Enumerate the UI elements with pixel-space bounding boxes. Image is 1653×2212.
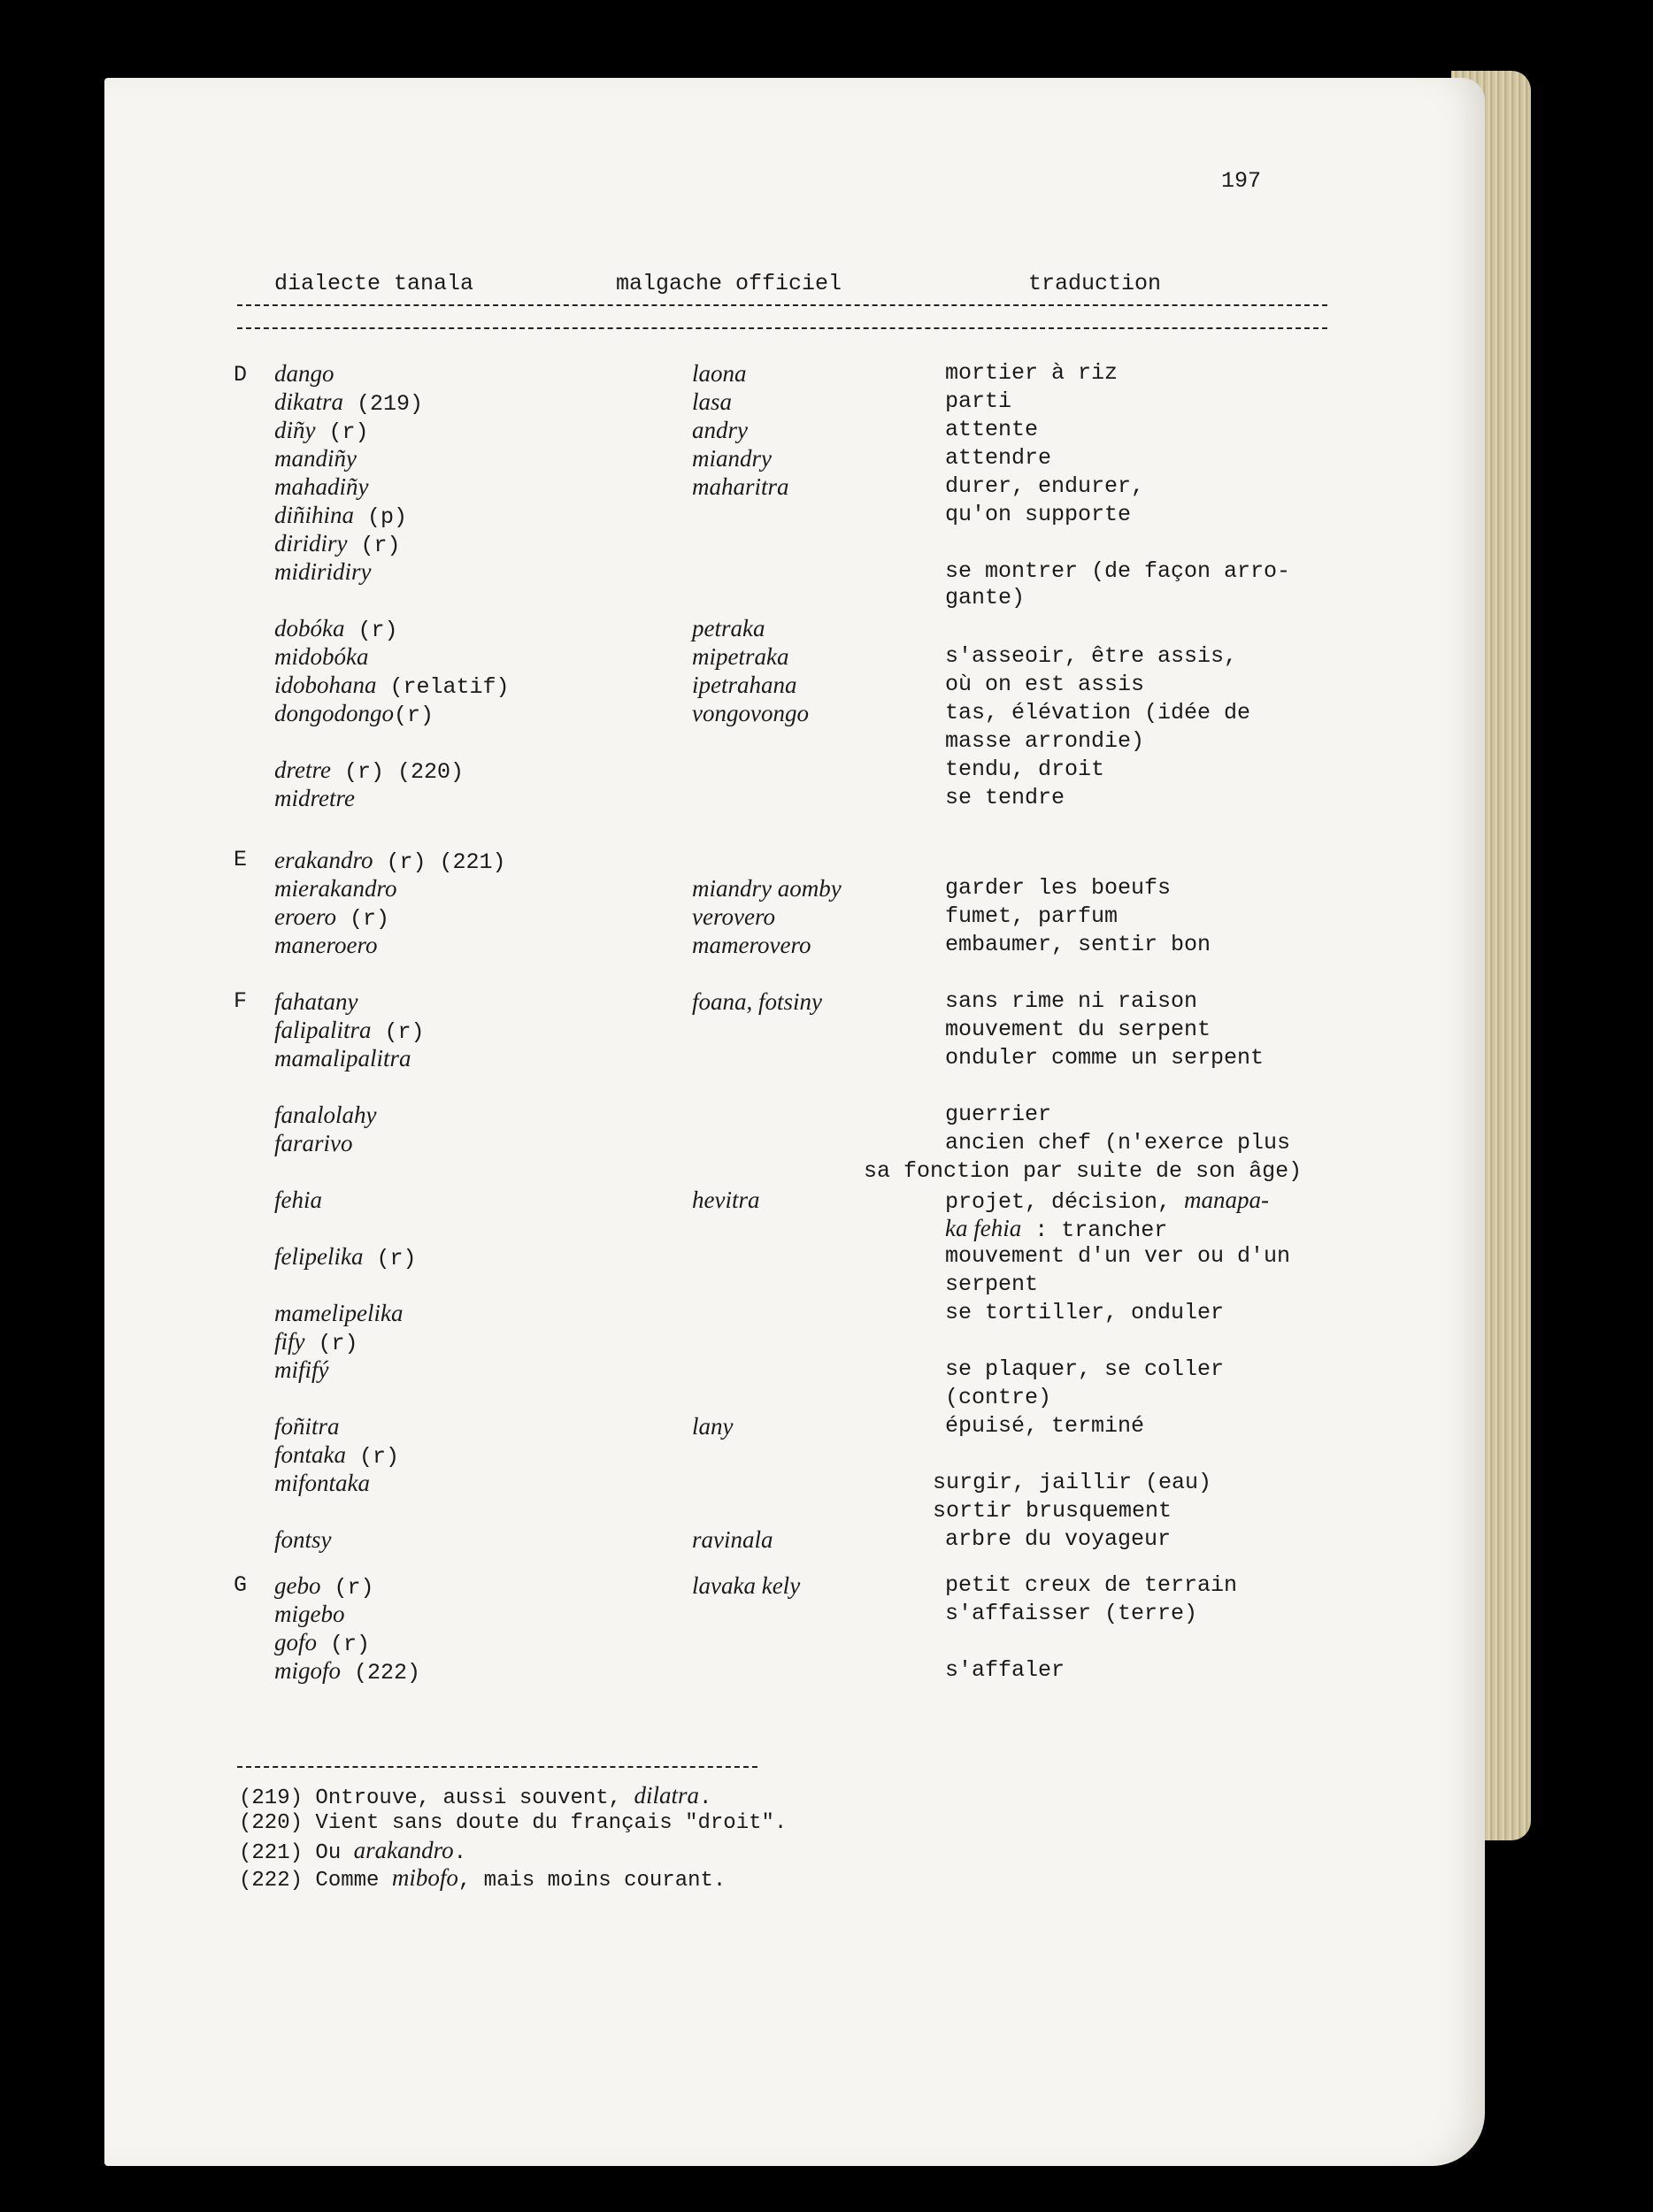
tanala-note: (r) — [394, 703, 434, 728]
officiel-term: foana, fotsiny — [692, 988, 822, 1015]
tanala-term — [274, 1356, 329, 1386]
tanala-note: (p) — [354, 504, 408, 530]
traduction-text: masse arrondie) — [945, 728, 1145, 754]
tanala-word: midretre — [274, 785, 355, 811]
tanala-word: mierakandro — [274, 875, 397, 902]
tanala-term — [274, 1412, 340, 1443]
officiel-term: vongovongo — [692, 700, 809, 726]
tanala-term — [274, 1600, 344, 1631]
officiel-term: hevitra — [692, 1187, 760, 1213]
tanala-word: felipelika — [274, 1243, 364, 1270]
traduction-text: mouvement du serpent — [945, 1017, 1211, 1042]
traduction-text: se tendre — [945, 785, 1065, 810]
traduction-text: arbre du voyageur — [945, 1526, 1172, 1552]
tanala-word: mamelipelika — [274, 1300, 404, 1326]
footnote-italic: dilatra — [634, 1782, 699, 1809]
tanala-note: (222) — [341, 1660, 421, 1686]
tanala-note: (r) — [346, 1444, 400, 1470]
footnote: (222) Comme mibofo, mais moins courant. — [239, 1864, 727, 1893]
footnote-number: (219) — [239, 1786, 316, 1810]
footnote-rule — [237, 1766, 757, 1768]
section-letter-d: D — [234, 362, 248, 388]
tanala-term — [274, 1242, 416, 1273]
tanala-term — [274, 1656, 420, 1687]
footnote: (219) Ontrouve, aussi souvent, dilatra. — [239, 1782, 712, 1810]
tanala-note: (r) — [347, 533, 401, 558]
header-rule — [237, 304, 1327, 306]
traduction-text: parti — [945, 388, 1012, 414]
tanala-term — [274, 529, 401, 560]
header-traduction: traduction — [1028, 271, 1162, 296]
officiel-term: ravinala — [692, 1526, 773, 1553]
page-number: 197 — [1221, 168, 1262, 194]
traduction-text: qu'on supporte — [945, 502, 1132, 527]
footnote-number: (221) — [239, 1841, 316, 1865]
traduction-text: se tortiller, onduler — [945, 1300, 1225, 1325]
traduction-text: s'affaler — [945, 1657, 1065, 1683]
tanala-note: (r) — [344, 618, 398, 643]
traduction-text: projet, décision, manapa- — [945, 1187, 1270, 1215]
tanala-word: migofo — [274, 1657, 342, 1684]
tanala-term — [274, 846, 506, 877]
officiel-term: mipetraka — [692, 643, 789, 670]
tanala-word: maneroero — [274, 932, 378, 958]
tanala-note: (r) — [304, 1331, 358, 1356]
tanala-word: fehia — [274, 1187, 322, 1213]
tanala-note: (r) — [320, 1575, 374, 1601]
tanala-term — [274, 1525, 332, 1556]
tanala-note: (r) — [371, 1019, 425, 1045]
traduction-text: sans rime ni raison — [945, 988, 1198, 1014]
tanala-term — [274, 987, 358, 1018]
traduction-text: fumet, parfum — [945, 903, 1119, 929]
officiel-term: ipetrahana — [692, 672, 797, 698]
tanala-word: mahadiñy — [274, 473, 369, 500]
traduction-text: attente — [945, 417, 1039, 442]
footnote-number: (222) — [239, 1869, 316, 1893]
section-letter-g: G — [234, 1572, 248, 1598]
tanala-term — [274, 1327, 358, 1358]
traduction-text: s'asseoir, être assis, — [945, 643, 1238, 669]
tanala-term — [274, 614, 398, 645]
tanala-term — [274, 1628, 370, 1659]
tanala-term — [274, 1299, 403, 1330]
tanala-term — [274, 1469, 370, 1500]
tanala-note: (r) (220) — [330, 759, 465, 785]
officiel-term: andry — [692, 417, 748, 443]
tanala-term — [274, 359, 334, 390]
tanala-word: fontaka — [274, 1441, 346, 1468]
tanala-word: foñitra — [274, 1413, 340, 1440]
traduction-text: tas, élévation (idée de — [945, 700, 1251, 726]
tanala-word: dobóka — [274, 615, 345, 641]
tanala-term — [274, 1571, 374, 1602]
officiel-term: verovero — [692, 903, 775, 930]
tanala-term — [274, 1016, 425, 1047]
traduction-text: surgir, jaillir (eau) — [933, 1470, 1212, 1495]
traduction-italic: manapa- — [1184, 1187, 1270, 1213]
tanala-word: fanalolahy — [274, 1102, 377, 1128]
section-letter-e: E — [234, 847, 248, 872]
officiel-term: lasa — [692, 388, 733, 415]
traduction-text: attendre — [945, 445, 1052, 471]
footnote-number: (220) — [239, 1811, 316, 1835]
officiel-term: lavaka kely — [692, 1572, 801, 1599]
tanala-term — [274, 642, 368, 673]
tanala-note: (r) — [315, 419, 369, 445]
officiel-term: mamerovero — [692, 932, 811, 958]
tanala-note: (r) (221) — [373, 849, 506, 875]
tanala-note: (219) — [343, 391, 424, 417]
tanala-term — [274, 388, 423, 419]
tanala-word: fontsy — [274, 1526, 332, 1553]
tanala-term — [274, 1186, 322, 1217]
traduction-text: garder les boeufs — [945, 875, 1172, 901]
officiel-term: miandry aomby — [692, 875, 842, 902]
header-tanala: dialecte tanala — [274, 271, 474, 296]
traduction-italic: ka fehia — [945, 1215, 1022, 1241]
tanala-word: diñy — [274, 417, 316, 443]
footnote-italic: arakandro — [353, 1837, 454, 1863]
tanala-word: mamalipalitra — [274, 1045, 411, 1071]
traduction-text: (contre) — [945, 1385, 1052, 1410]
traduction-text: se plaquer, se coller — [945, 1356, 1225, 1382]
traduction-text: embaumer, sentir bon — [945, 932, 1211, 957]
tanala-word: mifontaka — [274, 1470, 370, 1496]
traduction-text: durer, endurer, — [945, 473, 1145, 499]
traduction-text: ancien chef (n'exerce plus — [945, 1130, 1291, 1156]
tanala-term — [274, 671, 510, 702]
tanala-word: midiridiry — [274, 558, 372, 585]
tanala-note: (r) — [335, 906, 389, 932]
tanala-note: (r) — [317, 1632, 371, 1657]
section-letter-f: F — [234, 988, 248, 1014]
traduction-text: mortier à riz — [945, 360, 1119, 386]
tanala-word: eroero — [274, 903, 336, 930]
traduction-text: guerrier — [945, 1102, 1052, 1127]
tanala-note: (r) — [363, 1246, 417, 1271]
footnote: (220) Vient sans doute du français "droit". — [239, 1811, 788, 1835]
tanala-word: falipalitra — [274, 1017, 372, 1043]
traduction-text: mouvement d'un ver ou d'un — [945, 1243, 1291, 1269]
traduction-text: sortir brusquement — [933, 1498, 1172, 1524]
tanala-term — [274, 1129, 353, 1160]
traduction-text: onduler comme un serpent — [945, 1045, 1265, 1071]
tanala-term — [274, 784, 355, 815]
officiel-term: laona — [692, 360, 747, 387]
officiel-term: maharitra — [692, 473, 789, 500]
tanala-term — [274, 557, 372, 588]
traduction-text: serpent — [945, 1271, 1039, 1297]
tanala-word: dikatra — [274, 388, 343, 415]
tanala-word: gebo — [274, 1572, 321, 1599]
tanala-term — [274, 472, 368, 503]
tanala-word: fify — [274, 1328, 305, 1355]
tanala-word: fahatany — [274, 988, 358, 1015]
traduction-text: où on est assis — [945, 672, 1145, 697]
traduction-text: s'affaisser (terre) — [945, 1601, 1198, 1626]
traduction-text: épuisé, terminé — [945, 1413, 1145, 1439]
tanala-word: fararivo — [274, 1130, 353, 1156]
tanala-word: dongodongo — [274, 700, 394, 726]
footnote-italic: mibofo — [391, 1864, 458, 1891]
traduction-text: gante) — [945, 585, 1026, 611]
tanala-word: erakandro — [274, 847, 373, 873]
header-rule-2 — [237, 327, 1327, 329]
tanala-term — [274, 874, 396, 905]
tanala-word: gofo — [274, 1629, 318, 1655]
tanala-term — [274, 902, 389, 933]
tanala-term — [274, 1044, 411, 1075]
traduction-text: se montrer (de façon arro- — [945, 558, 1291, 584]
traduction-text: petit creux de terrain — [945, 1572, 1238, 1598]
tanala-term — [274, 1440, 399, 1471]
traduction-text: sa fonction par suite de son âge) — [864, 1158, 1303, 1184]
officiel-term: miandry — [692, 445, 772, 472]
tanala-term — [274, 416, 369, 447]
tanala-word: dango — [274, 360, 334, 387]
tanala-term — [274, 756, 464, 787]
tanala-word: dretre — [274, 757, 331, 783]
tanala-term — [274, 501, 407, 532]
tanala-word: mififý — [274, 1356, 329, 1383]
tanala-term — [274, 444, 357, 475]
tanala-note: (relatif) — [376, 674, 510, 700]
footnote: (221) Ou arakandro. — [239, 1837, 467, 1865]
tanala-word: migebo — [274, 1601, 345, 1627]
tanala-word: mandiñy — [274, 445, 357, 472]
officiel-term: petraka — [692, 615, 765, 641]
tanala-term — [274, 931, 377, 962]
header-officiel: malgache officiel — [616, 271, 842, 296]
tanala-term — [274, 1101, 377, 1132]
tanala-word: diñihina — [274, 502, 355, 528]
tanala-word: diridiry — [274, 530, 348, 557]
tanala-term — [274, 699, 434, 730]
officiel-term: lany — [692, 1413, 734, 1440]
tanala-word: idobohana — [274, 672, 377, 698]
tanala-word: midobóka — [274, 643, 369, 670]
traduction-text: tendu, droit — [945, 757, 1105, 782]
traduction-text: ka fehia : trancher — [945, 1215, 1168, 1243]
